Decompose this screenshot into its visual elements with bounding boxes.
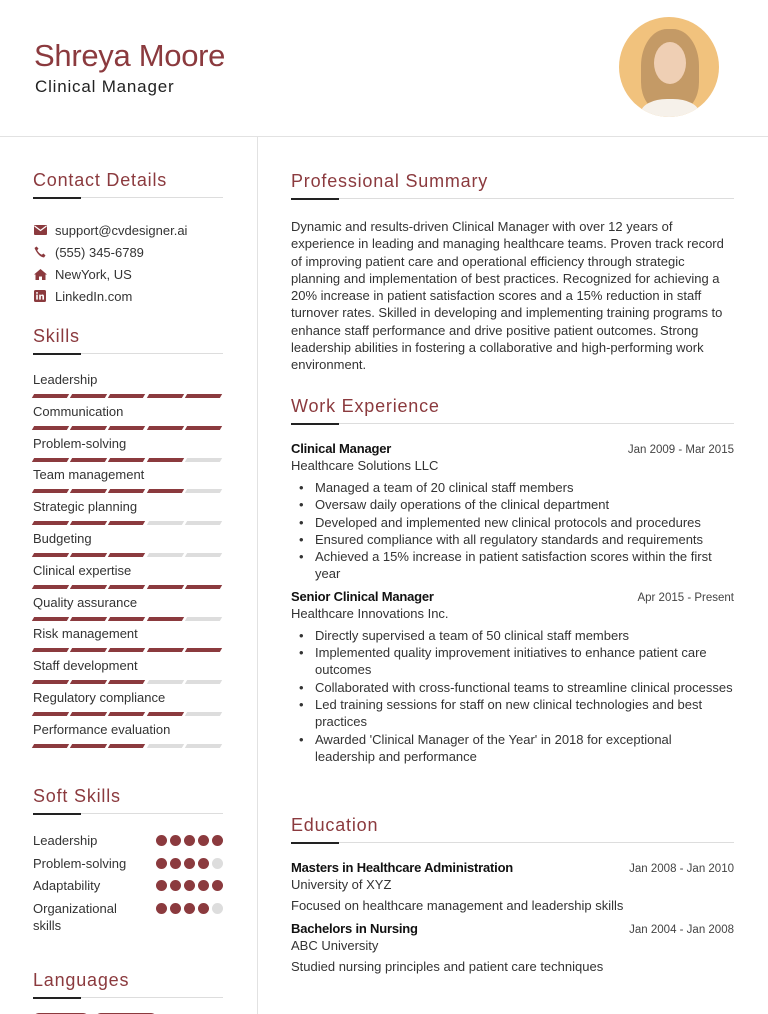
section-rule	[291, 198, 734, 200]
skill-level-segment	[185, 553, 222, 557]
skill-item	[33, 722, 223, 754]
skill-level-segment	[70, 680, 107, 684]
skill-level-segment	[70, 426, 107, 430]
job-entry	[291, 441, 734, 583]
rating-dot	[198, 858, 209, 869]
job-bullet: • Led training sessions for staff on new clinical technologies and best practices	[291, 696, 734, 731]
skill-item	[33, 404, 223, 436]
soft-skill-rating	[156, 835, 223, 846]
skill-level-segment	[185, 458, 222, 462]
skill-level-segment	[108, 426, 145, 430]
soft-skill-rating	[156, 880, 223, 891]
rating-dot	[198, 880, 209, 891]
skill-level-segment	[108, 458, 145, 462]
soft-skill-rating	[156, 858, 223, 869]
skill-name: Clinical expertise	[33, 562, 132, 578]
skills-heading: Skills	[33, 326, 80, 346]
skill-level-bar	[33, 394, 223, 398]
skill-level-segment	[146, 585, 183, 589]
section-rule	[33, 997, 223, 999]
job-header	[291, 589, 734, 604]
skill-level-segment	[108, 489, 145, 493]
section-rule	[33, 353, 223, 355]
job-company: Healthcare Solutions LLC	[291, 458, 439, 473]
skill-level-segment	[32, 617, 69, 621]
skill-level-segment	[70, 394, 107, 398]
job-bullet: • Achieved a 15% increase in patient satisfaction scores within the first year	[291, 548, 734, 583]
contact-list	[33, 219, 223, 307]
rating-dot	[212, 835, 223, 846]
skill-name: Team management	[33, 467, 145, 483]
soft-skill-item	[33, 855, 223, 872]
skill-level-segment	[32, 744, 69, 748]
summary-heading: Professional Summary	[291, 171, 489, 191]
skill-level-segment	[108, 712, 145, 716]
skills-section	[33, 326, 223, 754]
education-section	[291, 815, 734, 974]
soft-skill-name: Problem-solving	[33, 855, 127, 871]
skill-level-segment	[108, 553, 145, 557]
rating-dot	[156, 858, 167, 869]
education-header	[291, 921, 734, 936]
skill-level-segment	[70, 744, 107, 748]
skill-level-bar	[33, 712, 223, 716]
resume-header	[0, 0, 768, 137]
skill-level-segment	[108, 680, 145, 684]
rating-dot	[198, 903, 209, 914]
rating-dot	[156, 880, 167, 891]
education-description: Studied nursing principles and patient care techniques	[291, 959, 604, 974]
soft-skill-name: Adaptability	[33, 878, 101, 894]
skill-level-bar	[33, 553, 223, 557]
education-header	[291, 860, 734, 875]
section-rule	[33, 813, 223, 815]
skill-level-bar	[33, 680, 223, 684]
languages-section	[33, 970, 223, 1014]
rating-dot	[184, 903, 195, 914]
skill-level-segment	[70, 521, 107, 525]
skill-item	[33, 531, 223, 563]
section-rule	[291, 842, 734, 844]
skill-name: Risk management	[33, 626, 138, 642]
skill-level-segment	[146, 553, 183, 557]
job-bullets	[291, 627, 734, 765]
education-degree: Masters in Healthcare Administration	[291, 860, 514, 875]
education-list	[291, 860, 734, 974]
soft-skill-list	[33, 832, 223, 934]
job-bullet: • Oversaw daily operations of the clinical department	[291, 496, 734, 513]
rating-dot	[170, 835, 181, 846]
skill-level-segment	[185, 585, 222, 589]
skill-name: Regulatory compliance	[33, 689, 166, 705]
skill-list	[33, 372, 223, 754]
skill-level-segment	[70, 617, 107, 621]
photo-face-shape	[654, 42, 686, 84]
skill-level-segment	[108, 394, 145, 398]
soft-skill-item	[33, 832, 223, 849]
column-divider	[257, 137, 258, 1014]
skill-level-segment	[185, 521, 222, 525]
photo-shirt-shape	[641, 99, 699, 117]
skill-name: Leadership	[33, 372, 98, 387]
job-bullet: • Awarded 'Clinical Manager of the Year' in 2018 for exceptional leadership and performance	[291, 731, 734, 766]
skill-level-segment	[108, 648, 145, 652]
skill-level-segment	[70, 712, 107, 716]
skill-level-segment	[108, 744, 145, 748]
skill-level-segment	[185, 489, 222, 493]
skill-level-segment	[185, 680, 222, 684]
skill-level-segment	[108, 617, 145, 621]
candidate-name: Shreya Moore	[34, 38, 226, 73]
contact-location-text: NewYork, US	[55, 266, 132, 282]
skill-level-bar	[33, 489, 223, 493]
skill-level-segment	[32, 426, 69, 430]
languages-heading: Languages	[33, 970, 130, 990]
skill-level-segment	[108, 521, 145, 525]
skill-name: Budgeting	[33, 530, 92, 546]
contact-section	[33, 170, 223, 307]
rating-dot	[198, 835, 209, 846]
skill-level-segment	[32, 648, 69, 652]
education-date: Jan 2004 - Jan 2008	[629, 924, 734, 936]
skill-level-segment	[146, 394, 183, 398]
education-date: Jan 2008 - Jan 2010	[629, 863, 734, 875]
skill-level-segment	[70, 458, 107, 462]
rating-dot	[156, 903, 167, 914]
job-bullet: • Collaborated with cross-functional teams to streamline clinical processes	[291, 679, 734, 696]
education-heading: Education	[291, 815, 379, 835]
skill-name: Performance evaluation	[33, 721, 171, 737]
job-bullet: • Implemented quality improvement initiatives to enhance patient care outcomes	[291, 644, 734, 679]
education-degree: Bachelors in Nursing	[291, 921, 418, 936]
skill-level-segment	[108, 585, 145, 589]
skill-level-segment	[185, 426, 222, 430]
contact-linkedin[interactable]	[33, 285, 223, 307]
soft-skill-item	[33, 877, 223, 894]
skill-level-bar	[33, 648, 223, 652]
soft-skill-item	[33, 900, 223, 934]
skill-name: Problem-solving	[33, 435, 127, 451]
section-rule	[291, 423, 734, 425]
rating-dot	[184, 858, 195, 869]
skill-level-segment	[70, 489, 107, 493]
skill-item	[33, 690, 223, 722]
job-title: Senior Clinical Manager	[291, 588, 434, 604]
skill-level-segment	[146, 426, 183, 430]
job-date: Jan 2009 - Mar 2015	[627, 444, 734, 456]
soft-skill-rating	[156, 903, 223, 914]
skill-item	[33, 563, 223, 595]
skill-level-segment	[146, 489, 183, 493]
skill-level-segment	[32, 489, 69, 493]
soft-skill-name: Organizational skills	[33, 900, 117, 933]
contact-location	[33, 263, 223, 285]
profile-photo	[619, 17, 719, 117]
rating-dot	[184, 880, 195, 891]
skill-level-segment	[32, 712, 69, 716]
skill-level-segment	[70, 648, 107, 652]
job-bullet: • Directly supervised a team of 50 clinical staff members	[291, 627, 734, 644]
skill-level-segment	[32, 553, 69, 557]
skill-name: Strategic planning	[33, 499, 138, 515]
envelope-icon	[33, 223, 47, 237]
education-entry	[291, 921, 734, 974]
skill-level-segment	[70, 553, 107, 557]
rating-dot	[156, 835, 167, 846]
rating-dot	[212, 858, 223, 869]
skill-name: Staff development	[33, 658, 138, 674]
linkedin-icon	[33, 289, 47, 303]
contact-phone[interactable]	[33, 241, 223, 263]
home-icon	[33, 267, 47, 281]
skill-level-segment	[32, 394, 69, 398]
job-bullets	[291, 479, 734, 583]
soft-skills-section	[33, 786, 223, 939]
section-rule	[33, 197, 223, 199]
skill-level-segment	[32, 521, 69, 525]
skill-item	[33, 372, 223, 404]
skill-level-segment	[32, 680, 69, 684]
rating-dot	[170, 880, 181, 891]
skill-level-bar	[33, 521, 223, 525]
skill-level-segment	[185, 744, 222, 748]
skill-level-bar	[33, 744, 223, 748]
skill-item	[33, 436, 223, 468]
contact-linkedin-text: LinkedIn.com	[55, 288, 133, 304]
skill-level-segment	[185, 617, 222, 621]
phone-icon	[33, 245, 47, 259]
skill-level-segment	[146, 648, 183, 652]
skill-item	[33, 467, 223, 499]
soft-skill-name: Leadership	[33, 833, 98, 848]
skill-level-segment	[185, 648, 222, 652]
summary-text: Dynamic and results-driven Clinical Manager with over 12 years of experience in leading and managing healthcare teams. Proven track record of improving patient care and operational efficiency through strategic planning and implementation of best practices. Recognized for achieving a 20% increase in patient satisfaction scores and a 15% reduction in staff turnover rates. Skilled in developing and implementing training programs to enhance staff performance and drive positive patient outcomes. Strong leadership abilities in fostering a collaborative and high-performing work environment.	[291, 219, 724, 373]
skill-name: Quality assurance	[33, 594, 138, 610]
skill-level-bar	[33, 458, 223, 462]
skill-level-segment	[32, 458, 69, 462]
education-entry	[291, 860, 734, 913]
rating-dot	[212, 880, 223, 891]
skill-level-segment	[146, 521, 183, 525]
skill-level-bar	[33, 585, 223, 589]
job-list	[291, 441, 734, 765]
job-company: Healthcare Innovations Inc.	[291, 605, 449, 621]
job-bullet: • Ensured compliance with all regulatory standards and requirements	[291, 531, 734, 548]
soft-skills-heading: Soft Skills	[33, 786, 121, 806]
contact-email-text: support@cvdesigner.ai	[55, 222, 188, 238]
skill-level-segment	[70, 585, 107, 589]
contact-heading: Contact Details	[33, 170, 168, 190]
job-bullet: • Managed a team of 20 clinical staff members	[291, 479, 734, 496]
skill-level-segment	[146, 680, 183, 684]
skill-item	[33, 595, 223, 627]
work-heading: Work Experience	[291, 396, 440, 416]
skill-item	[33, 499, 223, 531]
contact-phone-text: (555) 345-6789	[55, 244, 144, 260]
skill-level-segment	[146, 617, 183, 621]
skill-level-segment	[32, 585, 69, 589]
skill-level-segment	[185, 712, 222, 716]
rating-dot	[170, 903, 181, 914]
skill-item	[33, 626, 223, 658]
skill-name: Communication	[33, 403, 124, 419]
education-school: University of XYZ	[291, 877, 392, 892]
work-experience-section	[291, 396, 734, 765]
job-entry	[291, 589, 734, 765]
rating-dot	[184, 835, 195, 846]
skill-item	[33, 658, 223, 690]
job-date: Apr 2015 - Present	[637, 591, 734, 604]
skill-level-bar	[33, 426, 223, 430]
skill-level-segment	[146, 744, 183, 748]
summary-section	[291, 171, 734, 374]
education-school: ABC University	[291, 938, 379, 953]
job-bullet: • Developed and implemented new clinical protocols and procedures	[291, 514, 734, 531]
skill-level-segment	[185, 394, 222, 398]
rating-dot	[170, 858, 181, 869]
skill-level-segment	[146, 712, 183, 716]
contact-email[interactable]	[33, 219, 223, 241]
skill-level-bar	[33, 617, 223, 621]
skill-level-segment	[146, 458, 183, 462]
job-title: Clinical Manager	[291, 441, 392, 456]
rating-dot	[212, 903, 223, 914]
candidate-title: Clinical Manager	[35, 77, 175, 96]
education-description: Focused on healthcare management and leadership skills	[291, 898, 624, 913]
job-header	[291, 441, 734, 456]
